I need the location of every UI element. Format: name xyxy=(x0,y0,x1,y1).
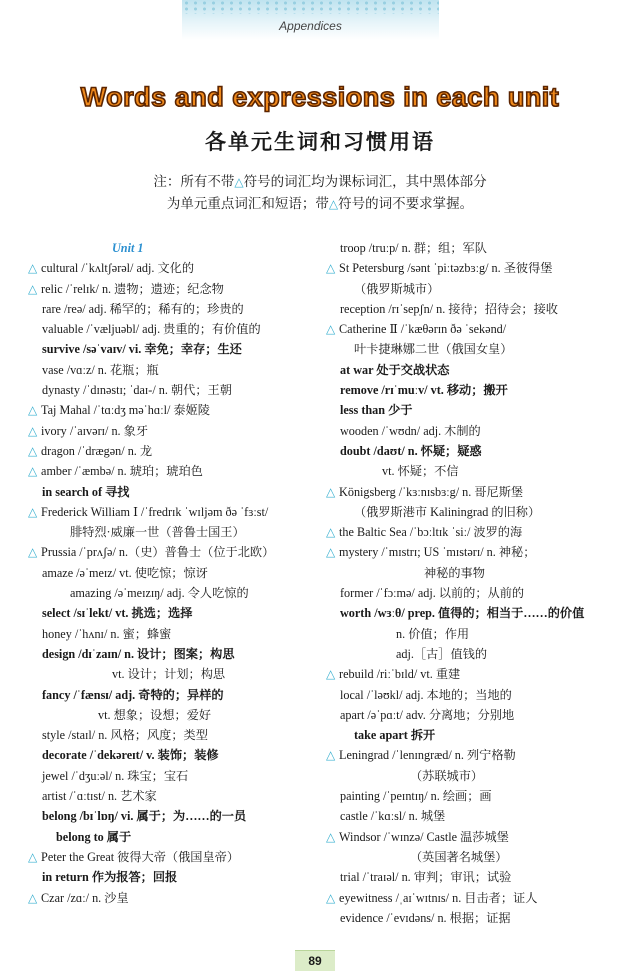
triangle-icon: △ xyxy=(28,849,42,864)
vocabulary-entry xyxy=(28,644,308,664)
vocabulary-entry xyxy=(28,664,308,684)
vocabulary-entry xyxy=(28,685,308,705)
vocabulary-entry xyxy=(28,888,308,908)
triangle-icon: △ xyxy=(28,281,42,296)
entry-text: valuable /ˈvæljuəbl/ adj. 贵重的；有价值的 xyxy=(42,322,261,337)
vocabulary-entry xyxy=(326,685,616,705)
entry-text: wooden /ˈwʊdn/ adj. 木制的 xyxy=(340,423,481,438)
header-dot-pattern xyxy=(182,0,439,14)
triangle-icon: △ xyxy=(326,545,340,560)
entry-text: 腓特烈·威廉一世（普鲁士国王） xyxy=(70,525,245,540)
vocabulary-entry xyxy=(326,339,616,359)
entry-text: less than 少于 xyxy=(340,403,413,418)
triangle-icon: △ xyxy=(326,261,340,276)
triangle-icon: △ xyxy=(326,484,340,499)
entry-text: Windsor /ˈwɪnzə/ Castle 温莎城堡 xyxy=(339,829,509,844)
entry-text: take apart 拆开 xyxy=(354,728,436,743)
vocabulary-entry xyxy=(28,339,308,359)
vocabulary-entry xyxy=(326,664,616,684)
entry-text: Unit 1 xyxy=(112,241,144,255)
entry-text: at war 处于交战状态 xyxy=(340,362,450,377)
entry-text: n. 价值；作用 xyxy=(396,626,470,641)
entry-text: vt. 怀疑；不信 xyxy=(382,464,459,479)
entry-text: Frederick William Ⅰ /ˈfredrɪk ˈwɪljəm ðə ˈfɜːst/ xyxy=(41,504,269,519)
vocabulary-entry xyxy=(326,319,616,339)
entry-text: apart /əˈpɑːt/ adv. 分离地；分别地 xyxy=(340,707,515,722)
entry-text: worth /wɜːθ/ prep. 值得的；相当于……的价值 xyxy=(340,606,585,621)
entry-text: in search of 寻找 xyxy=(42,484,130,499)
vocabulary-entry xyxy=(28,522,308,542)
entry-text: remove /rɪˈmuːv/ vt. 移动；搬开 xyxy=(340,383,508,398)
entry-text: adj.［古］值钱的 xyxy=(396,646,488,661)
entry-text: Czar /zɑː/ n. 沙皇 xyxy=(41,890,129,905)
vocabulary-entry xyxy=(326,502,616,522)
entry-text: artist /ˈɑːtɪst/ n. 艺术家 xyxy=(42,789,157,804)
entry-text: Königsberg /ˈkɜːnɪsbɜːg/ n. 哥尼斯堡 xyxy=(339,484,524,499)
note-line-2: 为单元重点词汇和短语；带△符号的词不要求掌握。 xyxy=(166,196,474,212)
vocabulary-entry xyxy=(28,319,308,339)
entry-text: rare /reə/ adj. 稀罕的；稀有的；珍贵的 xyxy=(42,301,244,316)
entry-text: select /sɪˈlekt/ vt. 挑选；选择 xyxy=(42,606,193,621)
page-title-english: Words and expressions in each unit xyxy=(80,82,560,112)
entry-text: design /dɪˈzaɪn/ n. 设计；图案；构思 xyxy=(42,646,235,661)
triangle-icon: △ xyxy=(28,890,42,905)
entry-text: castle /ˈkɑːsl/ n. 城堡 xyxy=(340,809,446,824)
vocabulary-entry xyxy=(28,380,308,400)
entry-text: St Petersburg /sənt ˈpiːtəzbɜːg/ n. 圣彼得堡 xyxy=(339,261,553,276)
triangle-icon: △ xyxy=(328,197,339,211)
entry-text: vt. 设计；计划；构思 xyxy=(112,667,226,682)
entry-text: decorate /ˈdekəreɪt/ v. 装饰；装修 xyxy=(42,748,219,763)
vocabulary-entry xyxy=(326,258,616,278)
header-section-label: Appendices xyxy=(279,19,342,33)
triangle-icon: △ xyxy=(28,545,42,560)
vocabulary-entry xyxy=(326,360,616,380)
vocabulary-entry xyxy=(28,441,308,461)
entry-text: amaze /əˈmeɪz/ vt. 使吃惊；惊讶 xyxy=(42,565,208,580)
vocabulary-entry xyxy=(28,502,308,522)
vocabulary-entry xyxy=(326,441,616,461)
vocabulary-entry xyxy=(326,827,616,847)
vocabulary-entry xyxy=(326,806,616,826)
vocabulary-column-right xyxy=(326,238,616,928)
vocabulary-entry xyxy=(28,563,308,583)
vocabulary-entry xyxy=(28,400,308,420)
entry-text: survive /səˈvaɪv/ vi. 幸免；幸存；生还 xyxy=(42,342,242,357)
entry-text: former /ˈfɔːmə/ adj. 以前的；从前的 xyxy=(340,586,525,601)
vocabulary-entry xyxy=(326,400,616,420)
entry-text: Prussia /ˈprʌʃə/ n.（史）普鲁士（位于北欧） xyxy=(41,545,275,560)
entry-text: style /staɪl/ n. 风格；风度；类型 xyxy=(42,728,208,743)
triangle-icon: △ xyxy=(234,175,244,189)
vocabulary-entry xyxy=(28,461,308,481)
triangle-icon: △ xyxy=(28,464,42,479)
vocabulary-entry xyxy=(326,380,616,400)
vocabulary-column-left xyxy=(28,238,308,908)
vocabulary-entry xyxy=(326,279,616,299)
vocabulary-entry xyxy=(326,847,616,867)
vocabulary-entry xyxy=(28,766,308,786)
entry-text: 神秘的事物 xyxy=(424,565,485,580)
vocabulary-entry xyxy=(28,421,308,441)
entry-text: painting /ˈpeɪntɪŋ/ n. 绘画；画 xyxy=(340,789,492,804)
entry-text: relic /ˈrelɪk/ n. 遗物；遗迹；纪念物 xyxy=(41,281,224,296)
entry-text: doubt /daʊt/ n. 怀疑；疑惑 xyxy=(340,443,482,458)
triangle-icon: △ xyxy=(326,322,340,337)
vocabulary-entry xyxy=(326,624,616,644)
vocabulary-entry xyxy=(28,827,308,847)
entry-text: belong to 属于 xyxy=(56,829,132,844)
entry-text: jewel /ˈdʒuːəl/ n. 珠宝；宝石 xyxy=(42,768,189,783)
entry-text: Leningrad /ˈlenɪngræd/ n. 列宁格勒 xyxy=(339,748,516,763)
vocabulary-entry xyxy=(28,806,308,826)
entry-text: （俄罗斯港市 Kaliningrad 的旧称） xyxy=(354,504,541,519)
vocabulary-entry xyxy=(28,725,308,745)
entry-text: vt. 想象；设想；爱好 xyxy=(98,707,212,722)
triangle-icon: △ xyxy=(326,667,340,682)
vocabulary-entry xyxy=(28,299,308,319)
triangle-icon: △ xyxy=(326,525,340,540)
vocabulary-entry xyxy=(326,908,616,928)
vocabulary-entry xyxy=(326,705,616,725)
page-number: 89 xyxy=(295,950,335,971)
entry-text: Peter the Great 彼得大帝（俄国皇帝） xyxy=(41,849,240,864)
entry-text: （俄罗斯城市） xyxy=(354,281,440,296)
entry-text: the Baltic Sea /ˈbɔːltɪk ˈsiː/ 波罗的海 xyxy=(339,525,523,540)
vocabulary-entry xyxy=(326,745,616,765)
entry-text: （苏联城市） xyxy=(410,768,484,783)
entry-text: Taj Mahal /ˈtɑːdʒ məˈhɑːl/ 泰姬陵 xyxy=(41,403,210,418)
entry-text: dynasty /ˈdɪnəstɪ; ˈdaɪ-/ n. 朝代；王朝 xyxy=(42,383,232,398)
entry-text: eyewitness /ˌaɪˈwɪtnɪs/ n. 目击者；证人 xyxy=(339,890,538,905)
entry-text: evidence /ˈevɪdəns/ n. 根据；证据 xyxy=(340,910,511,925)
entry-text: ivory /ˈaɪvərɪ/ n. 象牙 xyxy=(41,423,149,438)
vocabulary-entry xyxy=(326,461,616,481)
triangle-icon: △ xyxy=(326,829,340,844)
vocabulary-entry xyxy=(326,766,616,786)
vocabulary-entry xyxy=(326,888,616,908)
vocabulary-entry xyxy=(28,847,308,867)
vocabulary-entry xyxy=(326,644,616,664)
vocabulary-entry xyxy=(326,603,616,623)
vocabulary-entry xyxy=(28,745,308,765)
entry-text: rebuild /riːˈbɪld/ vt. 重建 xyxy=(339,667,461,682)
vocabulary-entry xyxy=(326,725,616,745)
vocabulary-entry xyxy=(326,786,616,806)
vocabulary-entry xyxy=(28,705,308,725)
unit-heading xyxy=(28,238,308,258)
triangle-icon: △ xyxy=(326,890,340,905)
vocabulary-entry xyxy=(28,542,308,562)
triangle-icon: △ xyxy=(28,443,42,458)
entry-text: belong /bɪˈlɒŋ/ vi. 属于；为……的一员 xyxy=(42,809,247,824)
entry-text: Catherine Ⅱ /ˈkæθərɪn ðə ˈsekənd/ xyxy=(339,322,507,337)
vocabulary-entry xyxy=(28,786,308,806)
entry-text: （英国著名城堡） xyxy=(410,849,508,864)
triangle-icon: △ xyxy=(326,748,340,763)
vocabulary-entry xyxy=(326,421,616,441)
vocabulary-entry xyxy=(326,299,616,319)
page-title-chinese: 各单元生词和习惯用语 xyxy=(205,130,435,154)
vocabulary-entry xyxy=(28,603,308,623)
entry-text: mystery /ˈmɪstrɪ; US ˈmɪstərɪ/ n. 神秘； xyxy=(339,545,536,560)
entry-text: vase /vɑːz/ n. 花瓶；瓶 xyxy=(42,362,159,377)
vocabulary-entry xyxy=(28,624,308,644)
vocabulary-entry xyxy=(28,360,308,380)
vocabulary-entry xyxy=(326,867,616,887)
entry-text: in return 作为报答；回报 xyxy=(42,870,178,885)
vocabulary-entry xyxy=(326,522,616,542)
entry-text: local /ˈləʊkl/ adj. 本地的；当地的 xyxy=(340,687,512,702)
entry-text: honey /ˈhʌnɪ/ n. 蜜；蜂蜜 xyxy=(42,626,172,641)
vocabulary-entry xyxy=(28,258,308,278)
vocabulary-entry xyxy=(28,867,308,887)
vocabulary-entry xyxy=(326,542,616,562)
entry-text: cultural /ˈkʌltʃərəl/ adj. 文化的 xyxy=(41,261,195,276)
entry-text: amber /ˈæmbə/ n. 琥珀；琥珀色 xyxy=(41,464,203,479)
vocabulary-entry xyxy=(326,563,616,583)
triangle-icon: △ xyxy=(28,504,42,519)
entry-text: reception /rɪˈsepʃn/ n. 接待；招待会；接收 xyxy=(340,301,558,316)
vocabulary-entry xyxy=(326,238,616,258)
entry-text: trial /ˈtraɪəl/ n. 审判；审讯；试验 xyxy=(340,870,512,885)
entry-text: 叶卡捷琳娜二世（俄国女皇） xyxy=(354,342,513,357)
appendices-header-banner xyxy=(182,0,439,40)
vocabulary-entry xyxy=(326,482,616,502)
entry-text: dragon /ˈdrægən/ n. 龙 xyxy=(41,443,153,458)
vocabulary-entry xyxy=(326,583,616,603)
triangle-icon: △ xyxy=(28,423,42,438)
entry-text: amazing /əˈmeɪzɪŋ/ adj. 令人吃惊的 xyxy=(70,586,249,601)
entry-text: fancy /ˈfænsɪ/ adj. 奇特的；异样的 xyxy=(42,687,224,702)
triangle-icon: △ xyxy=(28,403,42,418)
entry-text: troop /truːp/ n. 群；组；军队 xyxy=(340,241,487,255)
note-line-1: 注：所有不带△符号的词汇均为课标词汇，其中黑体部分 xyxy=(153,174,487,190)
vocabulary-entry xyxy=(28,279,308,299)
triangle-icon: △ xyxy=(28,261,42,276)
vocabulary-entry xyxy=(28,482,308,502)
vocabulary-entry xyxy=(28,583,308,603)
